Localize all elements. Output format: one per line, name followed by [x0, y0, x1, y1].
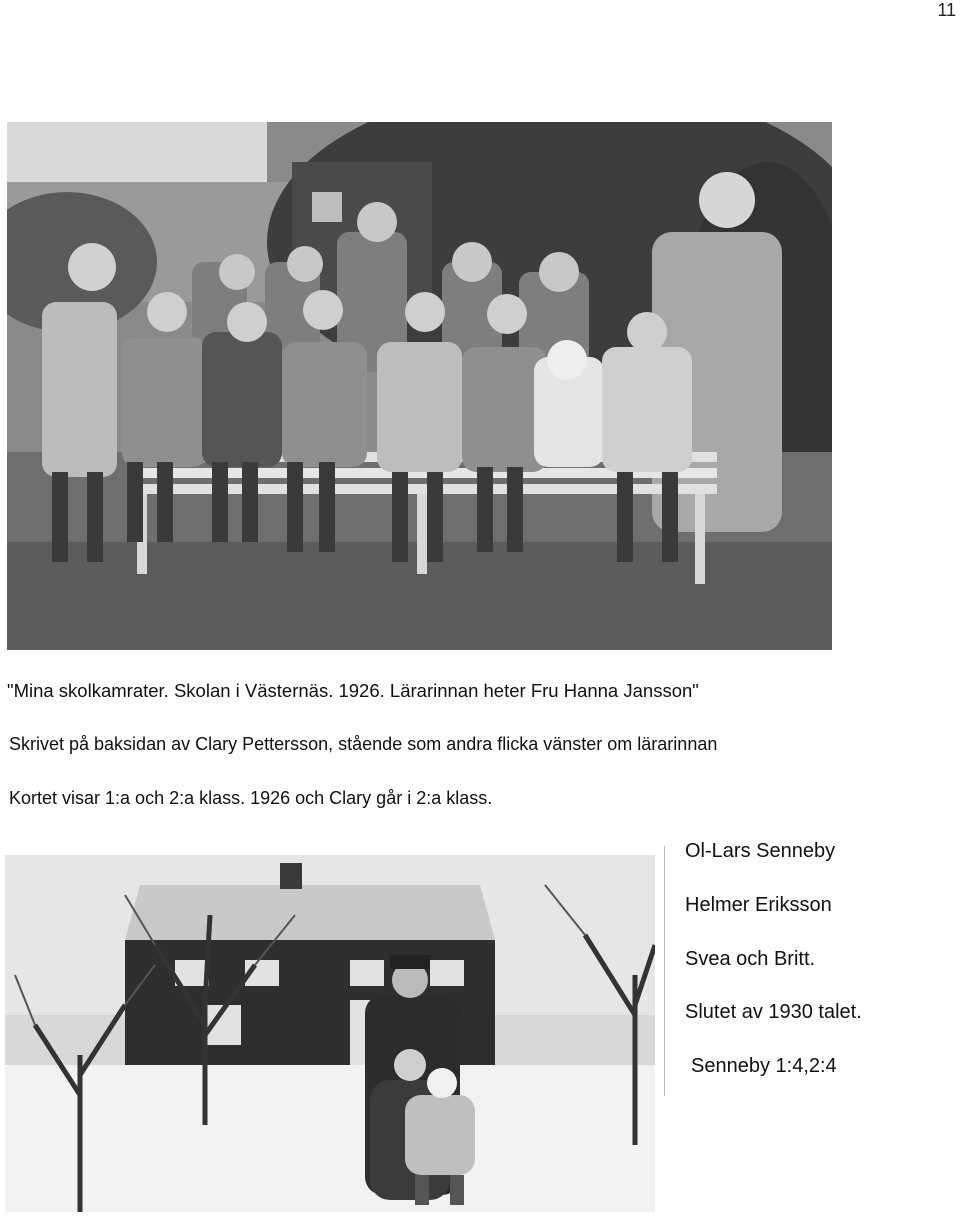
- caption-line-3: Kortet visar 1:a och 2:a klass. 1926 och Clary går i 2:a klass.: [9, 788, 493, 808]
- side-note-5: Senneby 1:4,2:4: [691, 1055, 837, 1077]
- class-photo-image: [7, 122, 832, 650]
- class-photo: [7, 122, 832, 650]
- side-note-3: Svea och Britt.: [685, 948, 816, 970]
- family-photo: [5, 855, 655, 1212]
- column-divider: [664, 846, 665, 1096]
- side-note-4: Slutet av 1930 talet.: [685, 1001, 862, 1023]
- side-note-1: Ol-Lars Senneby: [685, 840, 836, 862]
- page-number: 11: [937, 0, 956, 20]
- side-note-2: Helmer Eriksson: [685, 894, 832, 916]
- family-photo-image: [5, 855, 655, 1212]
- caption-line-1: "Mina skolkamrater. Skolan i Västernäs. 1926. Lärarinnan heter Fru Hanna Jansson": [7, 680, 699, 701]
- caption-line-2: Skrivet på baksidan av Clary Pettersson, stående som andra flicka vänster om lärarinnan: [9, 734, 718, 754]
